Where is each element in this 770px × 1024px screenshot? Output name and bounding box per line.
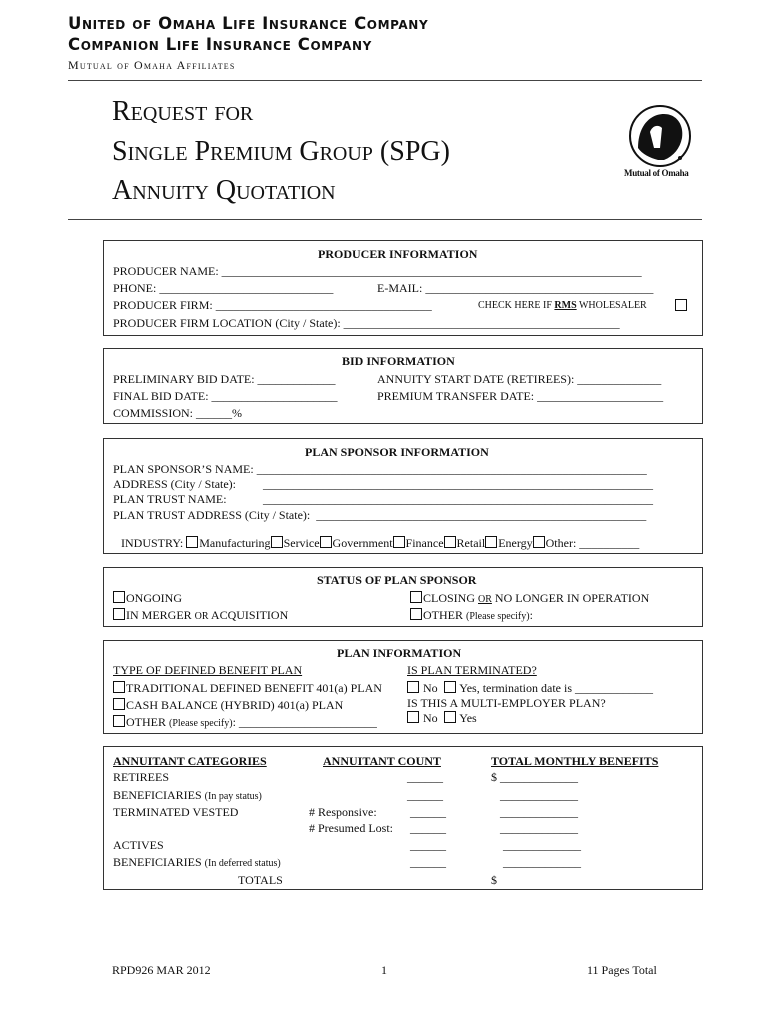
industry-other-checkbox[interactable] (533, 536, 545, 548)
mutual-of-omaha-logo (624, 104, 700, 184)
rms-wholesaler-checkbox[interactable] (675, 299, 687, 311)
plan-sponsor-name-field[interactable]: PLAN SPONSOR’S NAME: _________________________________________________________________ (113, 462, 647, 476)
actives-count-field[interactable]: ______ (410, 838, 446, 852)
industry-manufacturing-checkbox[interactable] (186, 536, 198, 548)
page-number: 1 (381, 963, 387, 977)
bid-heading: BID INFORMATION (342, 354, 455, 368)
multi-employer-question: IS THIS A MULTI-EMPLOYER PLAN? (407, 696, 606, 710)
annuitant-count-header: ANNUITANT COUNT (323, 754, 441, 768)
producer-section (103, 240, 703, 336)
commission-field[interactable]: COMMISSION: ______% (113, 406, 243, 420)
industry-government-checkbox[interactable] (320, 536, 332, 548)
beneficiaries-pay-count-field[interactable]: ______ (407, 788, 443, 802)
plan-trust-name-field[interactable]: _________________________________________________________________ (263, 492, 653, 506)
beneficiaries-deferred-count-field[interactable]: ______ (410, 855, 446, 869)
company-name-2: Companion Life Insurance Company (68, 35, 372, 54)
title-line-1: Request for (112, 96, 254, 127)
address-label: ADDRESS (City / State): (113, 477, 237, 491)
plan-info-section (103, 640, 703, 734)
plan-trust-address-field[interactable]: PLAN TRUST ADDRESS (City / State): _______________________________________________________ (113, 508, 647, 522)
merger-option: IN MERGER OR ACQUISITION (113, 608, 288, 624)
terminated-no-checkbox[interactable] (407, 681, 419, 693)
form-number: RPD926 MAR 2012 (112, 963, 211, 977)
plan-terminated-options: No Yes, termination date is _____________ (407, 681, 653, 695)
producer-firm-location-field[interactable]: PRODUCER FIRM LOCATION (City / State): ______________________________________________ (113, 316, 620, 330)
other-plan-checkbox[interactable] (113, 715, 125, 727)
total-monthly-benefits-header: TOTAL MONTHLY BENEFITS (491, 754, 659, 768)
retirees-label: RETIREES (113, 770, 169, 784)
terminated-yes-checkbox[interactable] (444, 681, 456, 693)
producer-firm-field[interactable]: PRODUCER FIRM: ____________________________________ (113, 298, 432, 312)
plan-sponsor-heading: PLAN SPONSOR INFORMATION (305, 445, 489, 459)
plan-trust-name-label: PLAN TRUST NAME: (113, 492, 227, 506)
industry-row: INDUSTRY: Manufacturing Service Government Finance Retail Energy Other: __________ (121, 536, 640, 550)
cash-balance-checkbox[interactable] (113, 698, 125, 710)
title-rule (68, 219, 702, 220)
beneficiaries-deferred-benefits-field[interactable]: _____________ (503, 855, 581, 869)
retirees-benefits-field[interactable]: $ _____________ (491, 770, 578, 784)
presumed-lost-benefits-field[interactable]: _____________ (500, 821, 578, 835)
industry-service-checkbox[interactable] (271, 536, 283, 548)
plan-type-heading: TYPE OF DEFINED BENEFIT PLAN (113, 663, 303, 677)
phone-field[interactable]: PHONE: _____________________________ (113, 281, 334, 295)
totals-label: TOTALS (238, 873, 283, 887)
title-line-2: Single Premium Group (SPG) (112, 136, 450, 167)
actives-benefits-field[interactable]: _____________ (503, 838, 581, 852)
responsive-label: # Responsive: (309, 805, 377, 819)
pages-total: 11 Pages Total (587, 963, 657, 977)
totals-benefits-field[interactable]: $ (491, 873, 497, 887)
other-status-option: OTHER (Please specify): (410, 608, 533, 624)
company-name-1: United of Omaha Life Insurance Company (68, 14, 429, 33)
title-line-3: Annuity Quotation (112, 175, 336, 206)
other-plan-option: OTHER (Please specify): _______________________ (113, 715, 377, 731)
cash-balance-option: CASH BALANCE (HYBRID) 401(a) PLAN (113, 698, 343, 712)
annuitant-section (103, 746, 703, 890)
presumed-lost-count-field[interactable]: ______ (410, 821, 446, 835)
actives-label: ACTIVES (113, 838, 164, 852)
merger-checkbox[interactable] (113, 608, 125, 620)
affiliates-line: Mutual of Omaha Affiliates (68, 58, 236, 72)
industry-retail-checkbox[interactable] (444, 536, 456, 548)
preliminary-bid-date-field[interactable]: PRELIMINARY BID DATE: _____________ (113, 372, 336, 386)
other-status-checkbox[interactable] (410, 608, 422, 620)
logo-wordmark: Mutual of Omaha (624, 168, 689, 178)
producer-heading: PRODUCER INFORMATION (318, 247, 478, 261)
beneficiaries-pay-label: BENEFICIARIES (In pay status) (113, 788, 262, 802)
email-field[interactable]: E-MAIL: ______________________________________ (377, 281, 654, 295)
status-section (103, 567, 703, 627)
plan-sponsor-section (103, 438, 703, 554)
responsive-benefits-field[interactable]: _____________ (500, 805, 578, 819)
annuitant-categories-header: ANNUITANT CATEGORIES (113, 754, 267, 768)
premium-transfer-date-field[interactable]: PREMIUM TRANSFER DATE: _____________________ (377, 389, 664, 403)
ongoing-option: ONGOING (113, 591, 182, 605)
rms-wholesaler-label: CHECK HERE IF RMS WHOLESALER (478, 300, 647, 311)
annuity-start-date-field[interactable]: ANNUITY START DATE (RETIREES): ______________ (377, 372, 662, 386)
producer-name-field[interactable]: PRODUCER NAME: ______________________________________________________________________ (113, 264, 642, 278)
traditional-plan-checkbox[interactable] (113, 681, 125, 693)
terminated-vested-label: TERMINATED VESTED (113, 805, 239, 819)
beneficiaries-pay-benefits-field[interactable]: _____________ (500, 788, 578, 802)
plan-terminated-question: IS PLAN TERMINATED? (407, 663, 537, 677)
traditional-plan-option: TRADITIONAL DEFINED BENEFIT 401(a) PLAN (113, 681, 382, 695)
retirees-count-field[interactable]: ______ (407, 770, 443, 784)
industry-energy-checkbox[interactable] (485, 536, 497, 548)
industry-finance-checkbox[interactable] (393, 536, 405, 548)
status-heading: STATUS OF PLAN SPONSOR (317, 573, 477, 587)
closing-checkbox[interactable] (410, 591, 422, 603)
bid-section (103, 348, 703, 424)
multi-employer-options: No Yes (407, 711, 477, 725)
final-bid-date-field[interactable]: FINAL BID DATE: _____________________ (113, 389, 338, 403)
ongoing-checkbox[interactable] (113, 591, 125, 603)
multi-employer-no-checkbox[interactable] (407, 711, 419, 723)
multi-employer-yes-checkbox[interactable] (444, 711, 456, 723)
plan-info-heading: PLAN INFORMATION (337, 646, 462, 660)
closing-option: CLOSING OR NO LONGER IN OPERATION (410, 591, 649, 607)
presumed-lost-label: # Presumed Lost: (309, 821, 393, 835)
beneficiaries-deferred-label: BENEFICIARIES (In deferred status) (113, 855, 281, 869)
industry-label: INDUSTRY: (121, 536, 184, 550)
responsive-count-field[interactable]: ______ (410, 805, 446, 819)
address-field[interactable]: _________________________________________________________________ (263, 477, 653, 491)
header-rule (68, 80, 702, 81)
